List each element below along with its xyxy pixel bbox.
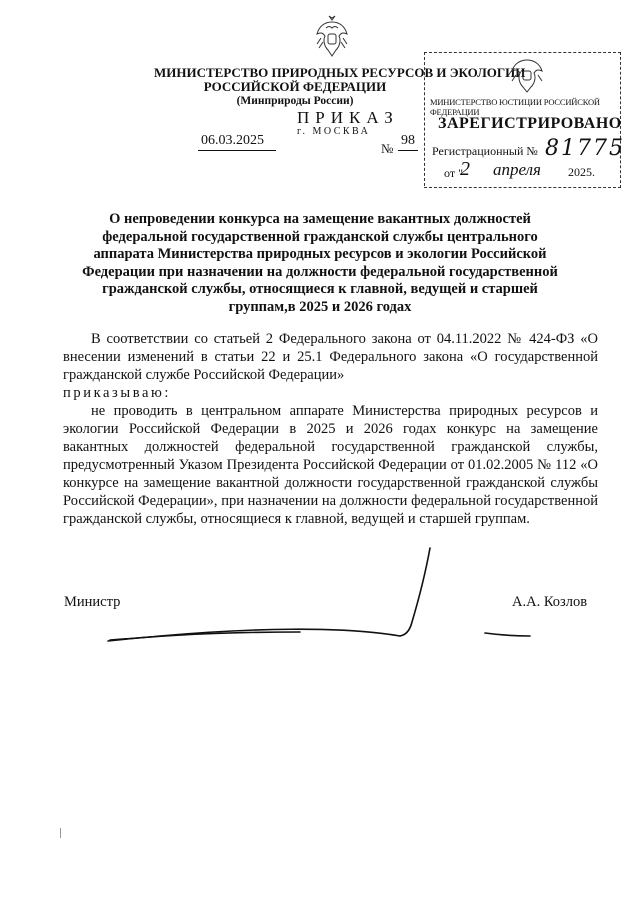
document-type: ПРИКАЗ bbox=[297, 108, 399, 127]
date-underline bbox=[198, 150, 276, 151]
handwritten-signature bbox=[100, 540, 540, 650]
order-word: приказываю: bbox=[63, 385, 172, 401]
stamp-from-label: от " bbox=[444, 166, 463, 180]
ministry-name-line1: МИНИСТЕРСТВО ПРИРОДНЫХ РЕСУРСОВ И ЭКОЛОГИИ bbox=[154, 65, 526, 80]
document-date: 06.03.2025 bbox=[201, 133, 264, 148]
document-city: г. МОСКВА bbox=[297, 126, 371, 137]
stamp-reg-label: Регистрационный № bbox=[432, 144, 538, 158]
stamp-organization: МИНИСТЕРСТВО ЮСТИЦИИ РОССИЙСКОЙ ФЕДЕРАЦИИ bbox=[430, 97, 600, 117]
stamp-left-border bbox=[424, 52, 426, 186]
number-underline bbox=[398, 150, 418, 151]
stamp-month: апреля bbox=[493, 160, 541, 179]
stamp-reg-number: 81775 bbox=[545, 136, 625, 161]
stamp-year: 2025. bbox=[568, 165, 595, 179]
stamp-day: 2 bbox=[460, 158, 470, 180]
scan-edge-mark bbox=[60, 828, 61, 838]
document-number: 98 bbox=[401, 133, 415, 148]
stamp-title: ЗАРЕГИСТРИРОВАНО bbox=[438, 115, 622, 132]
stamp-emblem-icon bbox=[507, 56, 547, 94]
signatory-name: А.А. Козлов bbox=[512, 594, 588, 610]
body-paragraph-2: не проводить в центральном аппарате Министерства природных ресурсов и экологии Российской Федерации в 2025 и 2026 годах конкурс на замещение вакантных должностей федеральной государственной гражданской службы, предусмотренный Указом Президента Российской Федерации от 01.02.2005 № 112 «О конкурсе на замещение вакантной должности государственной гражданской службы Российской Федерации», при назначении на должности федеральной государственной гражданской службы, относящиеся к главной, ведущей и старшей группам. bbox=[63, 403, 598, 527]
document-heading: О непроведении конкурса на замещение вакантных должностей федеральной государственной гражданской службы центрального аппарата Министерства природных ресурсов и экологии Российской Федерации при назначении на должности федеральной государственной гражданской службы, относящиеся к главной, ведущей и старшей группам,в 2025 и 2026 годах bbox=[82, 211, 558, 315]
ministry-name-line2: РОССИЙСКОЙ ФЕДЕРАЦИИ bbox=[203, 79, 387, 94]
number-sign: № bbox=[381, 141, 394, 156]
ministry-short-name: (Минприроды России) bbox=[236, 95, 354, 107]
document-body bbox=[63, 330, 598, 528]
signatory-title: Министр bbox=[64, 594, 121, 610]
body-paragraph-1: В соответствии со статьей 2 Федерального закона от 04.11.2022 № 424-ФЗ «О внесении изменений в статьи 22 и 25.1 Федерального закона «О государственной гражданской службе Российской Федерации» bbox=[63, 331, 598, 383]
ministry-header bbox=[154, 65, 526, 108]
state-emblem-icon bbox=[313, 14, 351, 58]
